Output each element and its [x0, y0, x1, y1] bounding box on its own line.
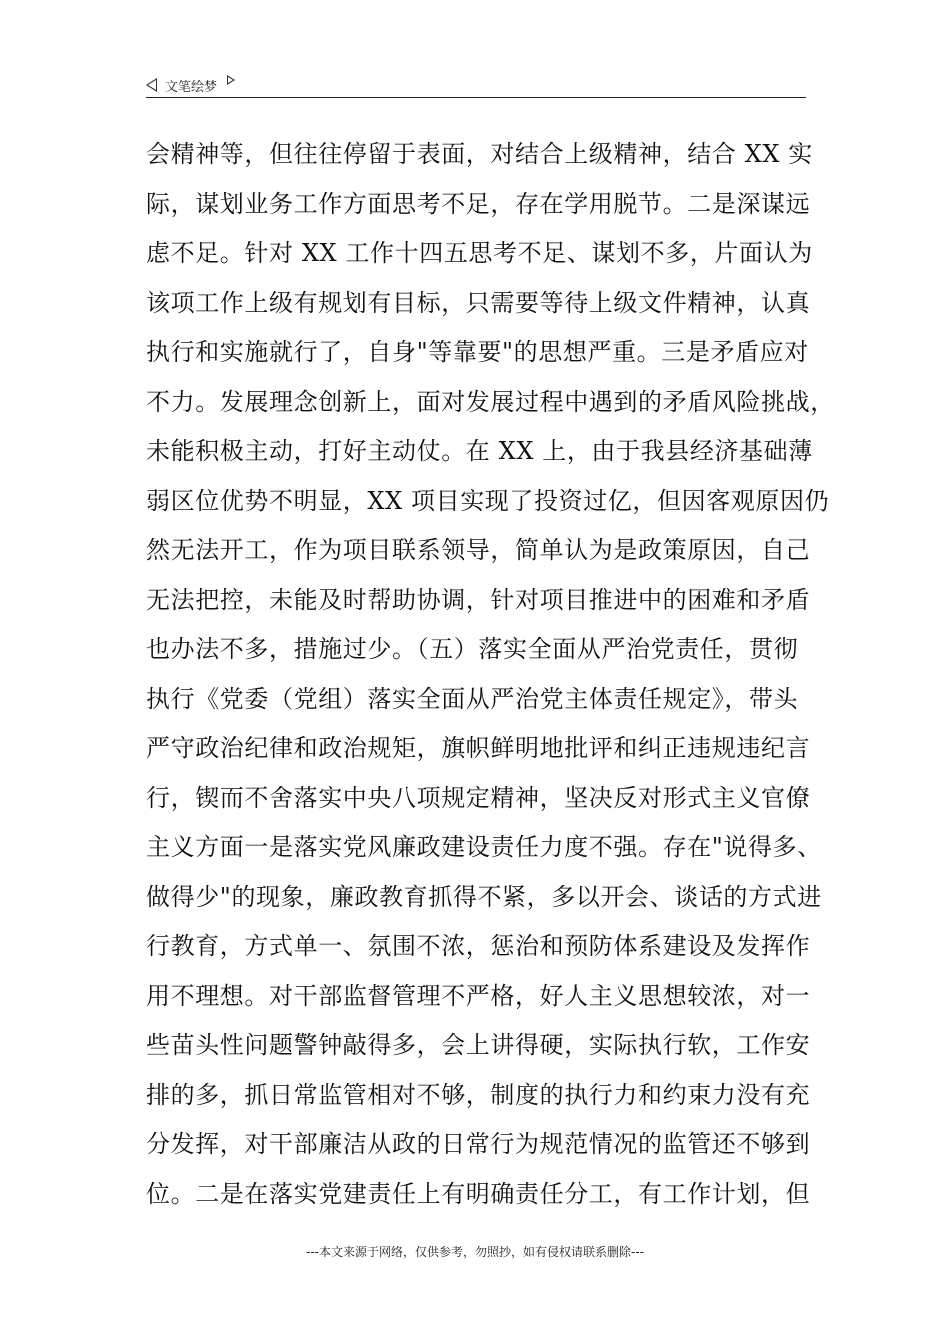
text-line: 做得少"的现象，廉政教育抓得不紧，多以开会、谈话的方式进: [146, 882, 822, 911]
text-line: 弱区位优势不明显，XX 项目实现了投资过亿，但因客观原因仍: [146, 486, 830, 515]
triangle-right-icon: [227, 75, 235, 85]
text-line: 用不理想。对干部监督管理不严格，好人主义思想较浓，对一: [146, 981, 811, 1010]
text-line: 虑不足。针对 XX 工作十四五思考不足、谋划不多，片面认为: [146, 239, 813, 267]
text-line: 不力。发展理念创新上，面对发展过程中遇到的矛盾风险挑战，: [146, 387, 835, 416]
text-line: 也办法不多，措施过少。（五）落实全面从严治党责任，贯彻: [146, 635, 799, 663]
text-line: 位。二是在落实党建责任上有明确责任分工，有工作计划，但: [146, 1179, 811, 1208]
text-line: 然无法开工，作为项目联系领导，简单认为是政策原因，自己: [146, 536, 811, 564]
triangle-left-icon: [146, 78, 157, 92]
text-line: 未能积极主动，打好主动仗。在 XX 上，由于我县经济基础薄: [146, 437, 813, 465]
header-divider: [146, 97, 806, 98]
text-line: 行教育，方式单一、氛围不浓，惩治和预防体系建设及发挥作: [146, 932, 811, 960]
text-line: 些苗头性问题警钟敲得多，会上讲得硬，实际执行软，工作安: [146, 1031, 811, 1059]
text-line: 行，锲而不舍落实中央八项规定精神，坚决反对形式主义官僚: [146, 783, 811, 812]
footer-notice: ---本文来源于网络，仅供参考，勿照抄，如有侵权请联系删除---: [306, 1245, 644, 1259]
text-line: 该项工作上级有规划有目标，只需要等待上级文件精神，认真: [146, 288, 811, 317]
text-line: 主义方面一是落实党风廉政建设责任力度不强。存在"说得多、: [146, 833, 822, 861]
page-header: [146, 72, 806, 98]
header-title: 文笔绘梦: [165, 79, 218, 95]
text-line: 执行《党委（党组）落实全面从严治党主体责任规定》，带头: [146, 684, 799, 713]
text-line: 会精神等，但往往停留于表面，对结合上级精神，结合 XX 实: [146, 140, 813, 168]
text-line: 执行和实施就行了，自身"等靠要"的思想严重。三是矛盾应对: [146, 338, 809, 366]
text-line: 严守政治纪律和政治规矩，旗帜鲜明地批评和纠正违规违纪言: [146, 734, 811, 762]
text-line: 无法把控，未能及时帮助协调，针对项目推进中的困难和矛盾: [146, 585, 811, 614]
text-line: 际，谋划业务工作方面思考不足，存在学用脱节。二是深谋远: [146, 189, 811, 218]
document-body: [146, 130, 835, 1219]
text-line: 排的多，抓日常监管相对不够，制度的执行力和约束力没有充: [146, 1080, 811, 1109]
text-line: 分发挥，对干部廉洁从政的日常行为规范情况的监管还不够到: [146, 1130, 811, 1158]
